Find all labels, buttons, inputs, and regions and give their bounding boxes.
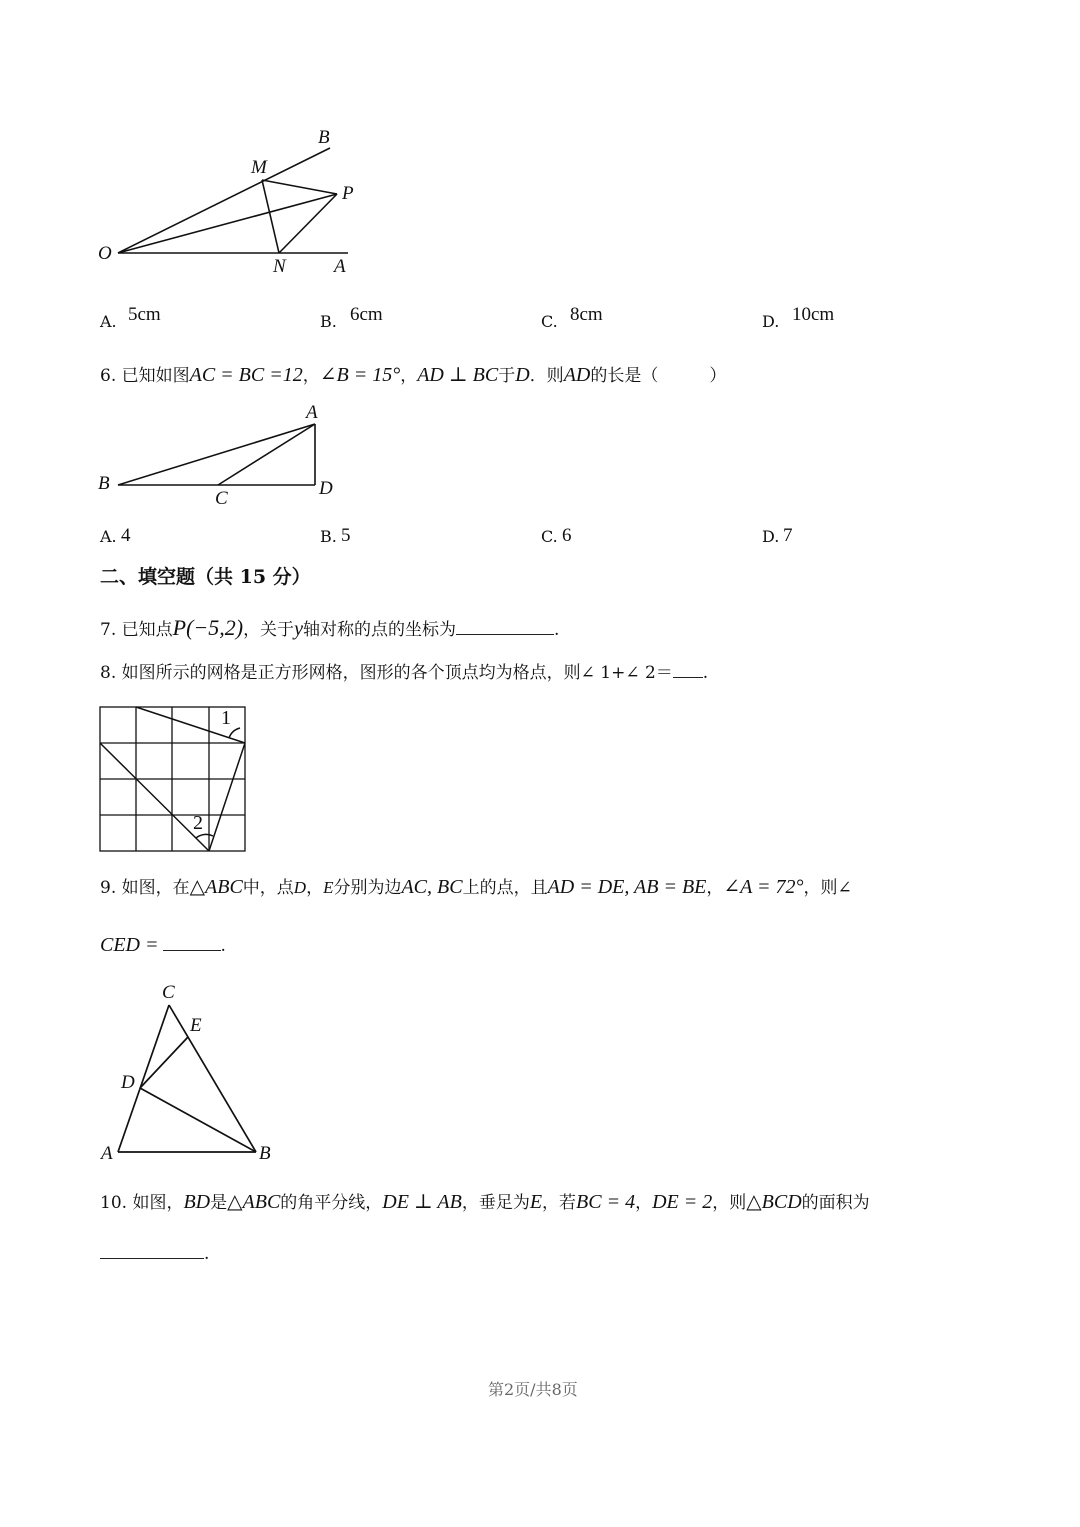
- q9-math-2: D: [293, 878, 307, 897]
- q5-option-a-letter: A.: [100, 312, 117, 331]
- q6-sep-5: 的长是（ ）: [590, 366, 727, 386]
- q6-sep-3: 于: [498, 366, 516, 386]
- q6-option-a-letter: A.: [100, 527, 117, 546]
- q5-option-c-letter: C.: [541, 312, 558, 331]
- q10-math-5: BC = 4: [576, 1191, 636, 1213]
- q10-sep-5: ，: [635, 1193, 653, 1213]
- q7-end: .: [553, 620, 560, 640]
- q6-option-a-value: 4: [121, 525, 131, 546]
- q6-math-4: D: [515, 364, 530, 386]
- q10-math-4: E: [529, 1191, 543, 1213]
- q9-math-5: AD = DE, AB = BE: [547, 876, 707, 898]
- q10-sep-4: ，若: [542, 1193, 577, 1213]
- q9-line2-math: CED =: [100, 934, 159, 956]
- q5-option-b-letter: B.: [320, 312, 337, 331]
- fig1-label-b: B: [318, 127, 330, 148]
- q10-sep-6: ，则: [712, 1193, 747, 1213]
- fig1-label-n: N: [273, 256, 286, 277]
- q10-math-6: DE = 2: [652, 1191, 713, 1213]
- q9-math-1: △ABC: [189, 876, 243, 898]
- q5-option-c-value: 8cm: [570, 304, 603, 325]
- q10-math-1: BD: [183, 1191, 211, 1213]
- q9-math-4: AC, BC: [401, 876, 463, 898]
- fig4-label-e: E: [190, 1015, 202, 1036]
- q6-number: 6. 已知如图: [100, 366, 190, 386]
- q10-end: .: [204, 1244, 210, 1264]
- fig1-label-m: M: [251, 157, 267, 178]
- q7-sep-2: 轴对称的点的坐标为: [302, 620, 456, 640]
- q8-angle-2-label: 2: [193, 812, 203, 834]
- q6-sep-2: ，: [400, 366, 418, 386]
- q6-sep-4: ．则: [529, 366, 564, 386]
- q9-math-3: E: [323, 878, 334, 897]
- q8-angle-1-label: 1: [221, 707, 231, 729]
- q10-sep-7: 的面积为: [801, 1193, 870, 1213]
- q10-sep-2: 的角平分线，: [280, 1193, 383, 1213]
- q10-answer-blank[interactable]: [100, 1240, 204, 1259]
- q6-option-b-value: 5: [341, 525, 351, 546]
- q9-sep-1: 中，点: [242, 878, 294, 898]
- q7-number: 7. 已知点: [100, 620, 173, 640]
- fig1-label-p: P: [342, 183, 354, 204]
- q6-option-b-letter: B.: [320, 527, 337, 546]
- q9-sep-3: 分别为边: [333, 878, 402, 898]
- q9-sep-5: ，: [706, 878, 724, 898]
- q6-math-1: AC = BC =12: [189, 364, 303, 386]
- section-heading: 二、填空题（共 15 分）: [100, 566, 311, 588]
- q5-option-d-letter: D.: [762, 312, 780, 331]
- q8-text: 8. 如图所示的网格是正方形网格，图形的各个顶点均为格点，则∠ 1+∠ 2＝: [100, 663, 673, 683]
- fig4-label-a: A: [101, 1143, 113, 1164]
- q6-option-d-letter: D.: [762, 527, 780, 546]
- fig2-label-b: B: [98, 473, 110, 494]
- q6-option-d-value: 7: [783, 525, 793, 546]
- question-10: [100, 1191, 870, 1214]
- q10-sep-3: ，垂足为: [461, 1193, 530, 1213]
- fig1-label-o: O: [98, 243, 112, 264]
- q9-sep-4: 上的点，且: [462, 878, 548, 898]
- page-footer: 第2页/共8页: [488, 1380, 578, 1399]
- fig4-label-d: D: [121, 1072, 135, 1093]
- q6-math-5: AD: [563, 364, 591, 386]
- fig4-label-b: B: [259, 1143, 271, 1164]
- q7-sep-1: ，关于: [243, 620, 295, 640]
- q10-math-2: △ABC: [227, 1191, 281, 1213]
- q9-sep-6: ，则∠: [803, 878, 852, 898]
- fig2-label-a: A: [306, 402, 318, 423]
- q9-math-6: ∠A = 72°: [723, 876, 804, 898]
- fig2-label-d: D: [319, 478, 333, 499]
- q9-sep-2: ，: [306, 878, 324, 898]
- q7-math-1: P(−5,2): [172, 615, 244, 640]
- q6-option-c-value: 6: [562, 525, 572, 546]
- fig1-label-a: A: [334, 256, 346, 277]
- q10-math-3: DE ⊥ AB: [382, 1191, 462, 1213]
- q8-end: .: [702, 663, 709, 683]
- q6-math-3: AD ⊥ BC: [417, 364, 499, 386]
- q6-sep-1: ，: [302, 366, 320, 386]
- fig4-label-c: C: [162, 982, 175, 1003]
- q10-math-7: △BCD: [746, 1191, 802, 1213]
- q10-number: 10. 如图，: [100, 1193, 184, 1213]
- question-10-line-2: [100, 1240, 209, 1265]
- q10-sep-1: 是: [210, 1193, 228, 1213]
- q7-math-2: y: [294, 618, 303, 640]
- q9-end: .: [220, 936, 226, 956]
- fig2-label-c: C: [215, 488, 228, 509]
- q5-option-a-value: 5cm: [128, 304, 161, 325]
- q9-number: 9. 如图，在: [100, 878, 190, 898]
- q6-option-c-letter: C.: [541, 527, 558, 546]
- q5-option-d-value: 10cm: [792, 304, 835, 325]
- q6-math-2: ∠B = 15°: [319, 364, 401, 386]
- q5-option-b-value: 6cm: [350, 304, 383, 325]
